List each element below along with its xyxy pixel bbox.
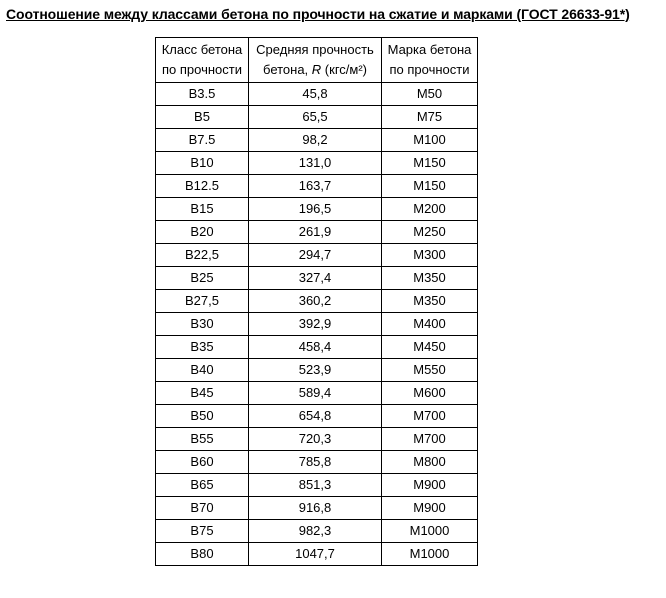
header-concrete-class bbox=[156, 38, 249, 83]
cell-concrete-grade: M150 bbox=[382, 175, 478, 198]
header-average-strength-line1: Средняя прочность bbox=[256, 42, 374, 57]
table-row bbox=[156, 83, 478, 106]
cell-concrete-grade: M100 bbox=[382, 129, 478, 152]
table-row bbox=[156, 336, 478, 359]
table-row bbox=[156, 129, 478, 152]
cell-concrete-grade: M900 bbox=[382, 474, 478, 497]
table-row bbox=[156, 497, 478, 520]
cell-average-strength: 654,8 bbox=[249, 405, 382, 428]
cell-concrete-grade: M800 bbox=[382, 451, 478, 474]
table-row bbox=[156, 520, 478, 543]
cell-average-strength: 65,5 bbox=[249, 106, 382, 129]
cell-concrete-class: B75 bbox=[156, 520, 249, 543]
cell-concrete-class: B50 bbox=[156, 405, 249, 428]
table-body bbox=[156, 83, 478, 566]
cell-concrete-grade: M200 bbox=[382, 198, 478, 221]
cell-average-strength: 851,3 bbox=[249, 474, 382, 497]
table-row bbox=[156, 313, 478, 336]
table-row bbox=[156, 106, 478, 129]
cell-average-strength: 720,3 bbox=[249, 428, 382, 451]
cell-concrete-class: B30 bbox=[156, 313, 249, 336]
cell-concrete-grade: M600 bbox=[382, 382, 478, 405]
table-row bbox=[156, 290, 478, 313]
cell-concrete-grade: M350 bbox=[382, 290, 478, 313]
header-concrete-grade-line2: по прочности bbox=[389, 62, 470, 77]
cell-concrete-class: B35 bbox=[156, 336, 249, 359]
cell-concrete-class: B7.5 bbox=[156, 129, 249, 152]
table-row bbox=[156, 175, 478, 198]
cell-average-strength: 45,8 bbox=[249, 83, 382, 106]
cell-average-strength: 360,2 bbox=[249, 290, 382, 313]
table-row bbox=[156, 244, 478, 267]
cell-concrete-grade: M400 bbox=[382, 313, 478, 336]
header-average-strength-line2 bbox=[249, 60, 381, 80]
cell-average-strength: 196,5 bbox=[249, 198, 382, 221]
cell-concrete-grade: M900 bbox=[382, 497, 478, 520]
cell-concrete-class: B3.5 bbox=[156, 83, 249, 106]
page-title: Соотношение между классами бетона по прочности на сжатие и марками (ГОСТ 26633-91*) bbox=[6, 6, 630, 22]
cell-average-strength: 98,2 bbox=[249, 129, 382, 152]
table-row bbox=[156, 405, 478, 428]
cell-concrete-grade: M250 bbox=[382, 221, 478, 244]
table-row bbox=[156, 451, 478, 474]
cell-average-strength: 589,4 bbox=[249, 382, 382, 405]
cell-concrete-class: B22,5 bbox=[156, 244, 249, 267]
table-header-row bbox=[156, 38, 478, 83]
table-row bbox=[156, 382, 478, 405]
header-average-strength-unit: (кгс/м²) bbox=[321, 62, 367, 77]
table-row bbox=[156, 359, 478, 382]
cell-concrete-class: B15 bbox=[156, 198, 249, 221]
table-row bbox=[156, 198, 478, 221]
cell-average-strength: 458,4 bbox=[249, 336, 382, 359]
cell-concrete-class: B60 bbox=[156, 451, 249, 474]
table-row bbox=[156, 543, 478, 566]
cell-average-strength: 392,9 bbox=[249, 313, 382, 336]
cell-concrete-grade: M450 bbox=[382, 336, 478, 359]
cell-average-strength: 261,9 bbox=[249, 221, 382, 244]
cell-average-strength: 294,7 bbox=[249, 244, 382, 267]
cell-concrete-class: B12.5 bbox=[156, 175, 249, 198]
concrete-class-table bbox=[155, 37, 478, 566]
cell-average-strength: 131,0 bbox=[249, 152, 382, 175]
table-row bbox=[156, 267, 478, 290]
cell-concrete-grade: M550 bbox=[382, 359, 478, 382]
cell-concrete-grade: M350 bbox=[382, 267, 478, 290]
cell-concrete-class: B27,5 bbox=[156, 290, 249, 313]
header-average-strength bbox=[249, 38, 382, 83]
cell-average-strength: 982,3 bbox=[249, 520, 382, 543]
table-row bbox=[156, 152, 478, 175]
header-concrete-class-line1: Класс бетона bbox=[161, 42, 243, 57]
cell-average-strength: 523,9 bbox=[249, 359, 382, 382]
header-average-strength-prefix: бетона, bbox=[263, 62, 312, 77]
cell-concrete-class: B70 bbox=[156, 497, 249, 520]
cell-concrete-grade: M300 bbox=[382, 244, 478, 267]
cell-concrete-class: B5 bbox=[156, 106, 249, 129]
cell-concrete-class: B45 bbox=[156, 382, 249, 405]
table-row bbox=[156, 428, 478, 451]
cell-concrete-grade: M1000 bbox=[382, 520, 478, 543]
cell-concrete-class: B20 bbox=[156, 221, 249, 244]
cell-concrete-grade: M75 bbox=[382, 106, 478, 129]
header-concrete-grade-line1: Марка бетона bbox=[387, 42, 472, 57]
header-concrete-grade bbox=[382, 38, 478, 83]
cell-concrete-grade: M50 bbox=[382, 83, 478, 106]
cell-concrete-class: B25 bbox=[156, 267, 249, 290]
header-concrete-class-line2: по прочности bbox=[162, 62, 242, 77]
cell-concrete-grade: M700 bbox=[382, 428, 478, 451]
cell-concrete-grade: M1000 bbox=[382, 543, 478, 566]
cell-concrete-class: B55 bbox=[156, 428, 249, 451]
cell-average-strength: 916,8 bbox=[249, 497, 382, 520]
cell-concrete-class: B80 bbox=[156, 543, 249, 566]
cell-average-strength: 163,7 bbox=[249, 175, 382, 198]
cell-concrete-class: B10 bbox=[156, 152, 249, 175]
cell-average-strength: 1047,7 bbox=[249, 543, 382, 566]
cell-average-strength: 327,4 bbox=[249, 267, 382, 290]
cell-concrete-grade: M150 bbox=[382, 152, 478, 175]
table-row bbox=[156, 474, 478, 497]
cell-concrete-class: B65 bbox=[156, 474, 249, 497]
cell-concrete-class: B40 bbox=[156, 359, 249, 382]
cell-concrete-grade: M700 bbox=[382, 405, 478, 428]
header-average-strength-symbol: R bbox=[311, 62, 322, 77]
table-row bbox=[156, 221, 478, 244]
cell-average-strength: 785,8 bbox=[249, 451, 382, 474]
